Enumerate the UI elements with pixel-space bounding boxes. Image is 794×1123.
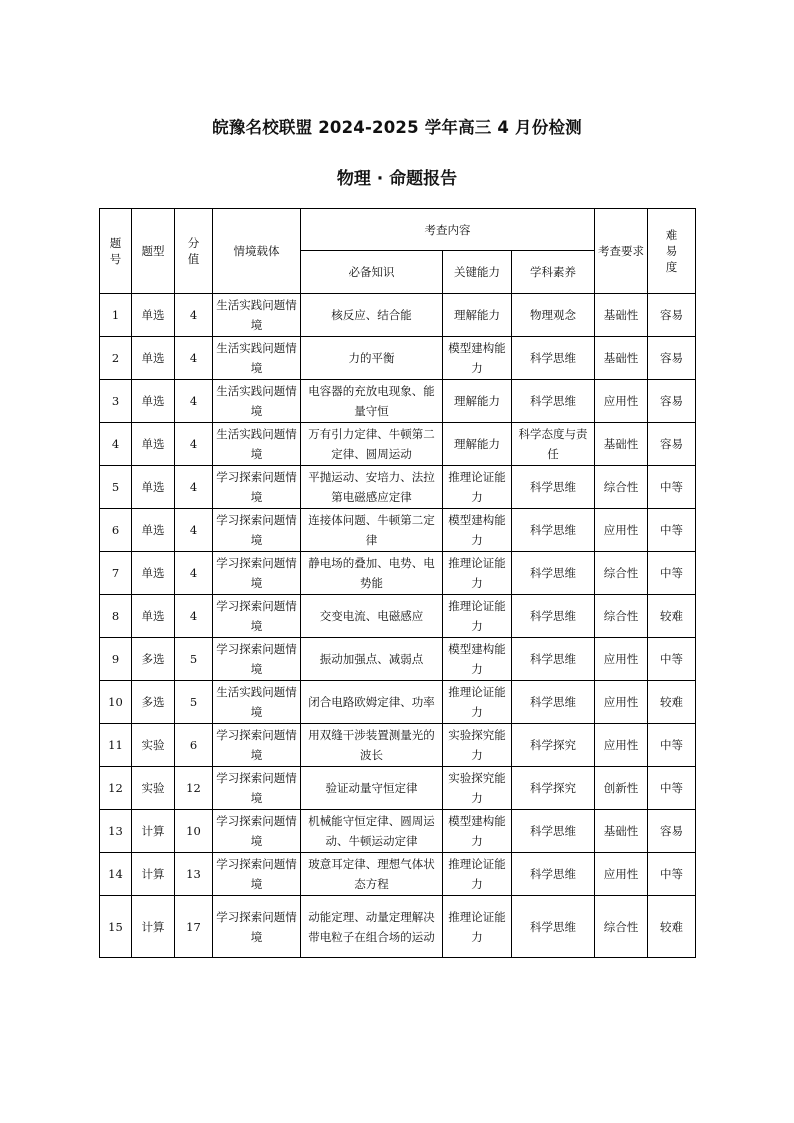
cell-ability: 理解能力 [443,380,512,423]
header-difficulty-char: 易 [665,244,678,258]
cell-score: 4 [175,595,213,638]
cell-ability: 模型建构能力 [443,337,512,380]
cell-knowledge: 机械能守恒定律、圆周运动、牛顿运动定律 [301,810,443,853]
cell-num: 1 [100,294,132,337]
cell-knowledge: 连接体问题、牛顿第二定律 [301,509,443,552]
cell-score: 4 [175,466,213,509]
cell-num: 2 [100,337,132,380]
cell-knowledge: 玻意耳定律、理想气体状态方程 [301,853,443,896]
cell-ability: 实验探究能力 [443,724,512,767]
header-difficulty-char: 难 [665,228,678,242]
cell-score: 17 [175,896,213,958]
table-row [100,681,696,724]
cell-context: 生活实践问题情境 [213,380,301,423]
cell-literacy: 科学探究 [512,767,595,810]
cell-literacy: 科学思维 [512,638,595,681]
cell-num: 7 [100,552,132,595]
cell-difficulty: 较难 [648,896,696,958]
cell-requirement: 创新性 [595,767,648,810]
cell-ability: 实验探究能力 [443,767,512,810]
table-row [100,294,696,337]
cell-context: 生活实践问题情境 [213,681,301,724]
cell-ability: 理解能力 [443,294,512,337]
cell-requirement: 综合性 [595,466,648,509]
cell-requirement: 应用性 [595,853,648,896]
table-row [100,810,696,853]
cell-requirement: 应用性 [595,724,648,767]
cell-score: 4 [175,423,213,466]
cell-ability: 模型建构能力 [443,638,512,681]
cell-context: 学习探索问题情境 [213,896,301,958]
cell-requirement: 应用性 [595,681,648,724]
cell-score: 4 [175,337,213,380]
cell-ability: 推理论证能力 [443,552,512,595]
cell-requirement: 应用性 [595,380,648,423]
document-title: 皖豫名校联盟 2024-2025 学年高三 4 月份检测 [212,118,582,137]
cell-score: 5 [175,638,213,681]
cell-type: 单选 [132,552,175,595]
cell-score: 4 [175,294,213,337]
cell-difficulty: 容易 [648,810,696,853]
table-row [100,595,696,638]
cell-num: 3 [100,380,132,423]
cell-literacy: 科学态度与责任 [512,423,595,466]
cell-context: 学习探索问题情境 [213,509,301,552]
document-subtitle: 物理 · 命题报告 [336,169,458,189]
cell-ability: 模型建构能力 [443,810,512,853]
header-num [100,209,132,294]
cell-literacy: 科学思维 [512,552,595,595]
cell-type: 单选 [132,294,175,337]
cell-context: 学习探索问题情境 [213,724,301,767]
cell-requirement: 基础性 [595,294,648,337]
table-row [100,896,696,958]
cell-knowledge: 闭合电路欧姆定律、功率 [301,681,443,724]
header-num-char: 题 [109,236,122,250]
cell-difficulty: 容易 [648,380,696,423]
cell-context: 学习探索问题情境 [213,466,301,509]
cell-requirement: 应用性 [595,509,648,552]
cell-requirement: 基础性 [595,423,648,466]
cell-ability: 理解能力 [443,423,512,466]
table-row [100,767,696,810]
cell-type: 单选 [132,423,175,466]
cell-type: 计算 [132,896,175,958]
cell-type: 多选 [132,638,175,681]
cell-literacy: 科学思维 [512,380,595,423]
cell-score: 5 [175,681,213,724]
cell-type: 单选 [132,509,175,552]
cell-type: 实验 [132,724,175,767]
cell-num: 5 [100,466,132,509]
cell-knowledge: 交变电流、电磁感应 [301,595,443,638]
header-knowledge: 必备知识 [301,251,443,294]
cell-type: 单选 [132,337,175,380]
cell-score: 10 [175,810,213,853]
header-content: 考查内容 [301,209,595,251]
cell-num: 8 [100,595,132,638]
cell-literacy: 科学思维 [512,595,595,638]
cell-num: 15 [100,896,132,958]
cell-literacy: 科学思维 [512,337,595,380]
cell-literacy: 科学思维 [512,810,595,853]
table-row [100,552,696,595]
cell-knowledge: 验证动量守恒定律 [301,767,443,810]
cell-ability: 推理论证能力 [443,853,512,896]
cell-score: 4 [175,552,213,595]
table-row [100,423,696,466]
cell-literacy: 科学思维 [512,896,595,958]
table-row [100,509,696,552]
cell-requirement: 综合性 [595,595,648,638]
cell-knowledge: 用双缝干涉装置测量光的波长 [301,724,443,767]
header-requirement: 考查要求 [595,209,648,294]
cell-type: 计算 [132,853,175,896]
cell-type: 实验 [132,767,175,810]
cell-difficulty: 中等 [648,509,696,552]
cell-num: 6 [100,509,132,552]
cell-num: 9 [100,638,132,681]
cell-literacy: 物理观念 [512,294,595,337]
cell-type: 多选 [132,681,175,724]
table-row [100,337,696,380]
table-row [100,380,696,423]
cell-context: 生活实践问题情境 [213,337,301,380]
cell-num: 10 [100,681,132,724]
cell-literacy: 科学探究 [512,724,595,767]
header-score-char: 分 [187,236,200,250]
cell-num: 14 [100,853,132,896]
cell-literacy: 科学思维 [512,853,595,896]
cell-knowledge: 静电场的叠加、电势、电势能 [301,552,443,595]
cell-num: 11 [100,724,132,767]
cell-context: 学习探索问题情境 [213,638,301,681]
cell-type: 单选 [132,595,175,638]
cell-ability: 推理论证能力 [443,595,512,638]
cell-difficulty: 中等 [648,724,696,767]
header-score [175,209,213,294]
cell-knowledge: 振动加强点、减弱点 [301,638,443,681]
cell-num: 4 [100,423,132,466]
cell-knowledge: 动能定理、动量定理解决带电粒子在组合场的运动 [301,896,443,958]
cell-score: 6 [175,724,213,767]
cell-requirement: 综合性 [595,552,648,595]
cell-context: 学习探索问题情境 [213,853,301,896]
cell-knowledge: 力的平衡 [301,337,443,380]
cell-ability: 推理论证能力 [443,896,512,958]
cell-context: 生活实践问题情境 [213,294,301,337]
cell-requirement: 应用性 [595,638,648,681]
header-score-char: 值 [187,252,200,266]
table-header [100,209,696,294]
cell-ability: 模型建构能力 [443,509,512,552]
header-difficulty-char: 度 [665,260,678,274]
cell-literacy: 科学思维 [512,509,595,552]
cell-context: 学习探索问题情境 [213,595,301,638]
cell-difficulty: 中等 [648,552,696,595]
cell-context: 学习探索问题情境 [213,810,301,853]
header-literacy: 学科素养 [512,251,595,294]
cell-knowledge: 核反应、结合能 [301,294,443,337]
cell-ability: 推理论证能力 [443,681,512,724]
cell-difficulty: 容易 [648,423,696,466]
cell-literacy: 科学思维 [512,681,595,724]
cell-difficulty: 中等 [648,767,696,810]
exam-report-table [99,208,696,958]
cell-context: 生活实践问题情境 [213,423,301,466]
cell-context: 学习探索问题情境 [213,767,301,810]
cell-num: 12 [100,767,132,810]
table-body [100,294,696,958]
cell-ability: 推理论证能力 [443,466,512,509]
cell-literacy: 科学思维 [512,466,595,509]
cell-score: 4 [175,380,213,423]
cell-context: 学习探索问题情境 [213,552,301,595]
cell-knowledge: 平抛运动、安培力、法拉第电磁感应定律 [301,466,443,509]
header-context: 情境载体 [213,209,301,294]
table-row [100,638,696,681]
cell-requirement: 综合性 [595,896,648,958]
cell-difficulty: 容易 [648,337,696,380]
cell-score: 4 [175,509,213,552]
cell-num: 13 [100,810,132,853]
cell-type: 计算 [132,810,175,853]
table-row [100,466,696,509]
header-num-char: 号 [109,252,122,266]
table-row [100,724,696,767]
cell-difficulty: 较难 [648,595,696,638]
cell-difficulty: 中等 [648,466,696,509]
cell-difficulty: 较难 [648,681,696,724]
cell-score: 13 [175,853,213,896]
cell-difficulty: 容易 [648,294,696,337]
cell-difficulty: 中等 [648,638,696,681]
cell-type: 单选 [132,380,175,423]
header-ability: 关键能力 [443,251,512,294]
header-type: 题型 [132,209,175,294]
cell-type: 单选 [132,466,175,509]
table-row [100,853,696,896]
cell-knowledge: 万有引力定律、牛顿第二定律、圆周运动 [301,423,443,466]
cell-difficulty: 中等 [648,853,696,896]
header-difficulty [648,209,696,294]
cell-knowledge: 电容器的充放电现象、能量守恒 [301,380,443,423]
cell-score: 12 [175,767,213,810]
cell-requirement: 基础性 [595,337,648,380]
cell-requirement: 基础性 [595,810,648,853]
